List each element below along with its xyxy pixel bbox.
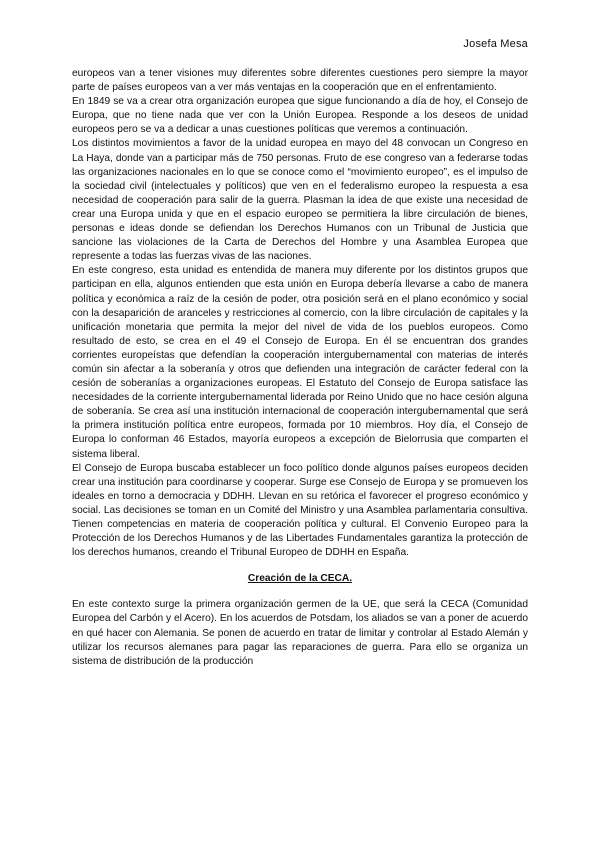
paragraph: En este congreso, esta unidad es entendida de manera muy diferente por los distintos grupos que participan en ella, algunos entienden que esta unión en Europa debería llevarse a cabo de manera política y económica a raíz de la cesión de poder, otra posición será en el plano económico y social con la desaparición de aranceles y restricciones al comercio, con la libre circulación de capitales y la unificación monetaria que permita la mejor del nivel de vida de los pueblos europeos. Como resultado de esto, se crea en el 49 el Consejo de Europa. En él se encuentran dos grandes corrientes europeístas que defendían la cooperación intergubernamental con materias de interés común sin afectar a la soberanía y otros que defienden una integración de carácter federal con la cesión de soberanías a organizaciones europeas. El Estatuto del Consejo de Europa satisface las necesidades de la corriente intergubernamental liderada por Reino Unido que no hace cesión alguna de soberanía. Se crea así una institución internacional de cooperación intergubernamental que será la primera institución política entre europeos, formada por 10 miembros. Hoy día, el Consejo de Europa lo conforman 46 Estados, mayoría europeos a excepción de Bielorrusia que comparten el sistema liberal. xyxy=(72,265,528,460)
section-heading: Creación de la CECA. xyxy=(247,573,353,585)
paragraph: En este contexto surge la primera organización germen de la UE, que será la CECA (Comunidad Europea del Carbón y el Acero). En los acuerdos de Potsdam, los aliados se van a poner de acuerdo en qué hacer con Alemania. Se ponen de acuerdo en tratar de limitar y controlar al Estado Alemán y utilizar los recursos alemanes para pagar las reparaciones de guerra. Para ello se organiza un sistema de distribución de la producción xyxy=(72,599,528,667)
paragraph: En 1849 se va a crear otra organización europea que sigue funcionando a día de hoy, el Consejo de Europa, que no tiene nada que ver con la Unión Europea. Responde a los deseos de unidad europeos pero se va a dedicar a unas cuestiones políticas que veremos a continuación. xyxy=(72,96,528,136)
header-author: Josefa Mesa xyxy=(463,38,528,50)
paragraph: europeos van a tener visiones muy diferentes sobre diferentes cuestiones pero siempre la mayor parte de países europeos van a ver más ventajas en la cooperación que en el enfrentamiento. xyxy=(72,68,528,94)
paragraph: Los distintos movimientos a favor de la unidad europea en mayo del 48 convocan un Congreso en La Haya, donde van a participar más de 750 personas. Fruto de ese congreso van a federarse todas las organizaciones nacionales en lo que se conoce como el “movimiento europeo”, es el impulso de la sociedad civil (intelectuales y políticos) que ven en el federalismo europeo la respuesta a esa necesidad de cooperación para salir de la guerra. Plasman la idea de que existe una necesidad de crear una Europa unida y que en el espacio europeo se permitiera la libre circulación de bienes, personas e ideas donde se defiendan los Derechos Humanos con un Tribunal de Justicia que sancione las violaciones de la Carta de Derechos del Hombre y una Asamblea Europea que represente a todas las fuerzas vivas de las naciones. xyxy=(72,138,528,263)
paragraph: El Consejo de Europa buscaba establecer un foco político donde algunos países europeos deciden crear una institución para coordinarse y cooperar. Surge ese Consejo de Europa y se promueven los ideales en torno a democracia y DDHH. Llevan en su retórica el favorecer el progreso económico y social. Las decisiones se toman en un Comité del Ministro y una Asamblea parlamentaria consultiva. Tienen competencias en materia de cooperación política y cultural. El Convenio Europeo para la Protección de los Derechos Humanos y de las Libertades Fundamentales garantiza la protección de los derechos humanos, creando el Tribunal Europeo de DDHH en España. xyxy=(72,462,528,559)
document-body xyxy=(72,67,528,669)
